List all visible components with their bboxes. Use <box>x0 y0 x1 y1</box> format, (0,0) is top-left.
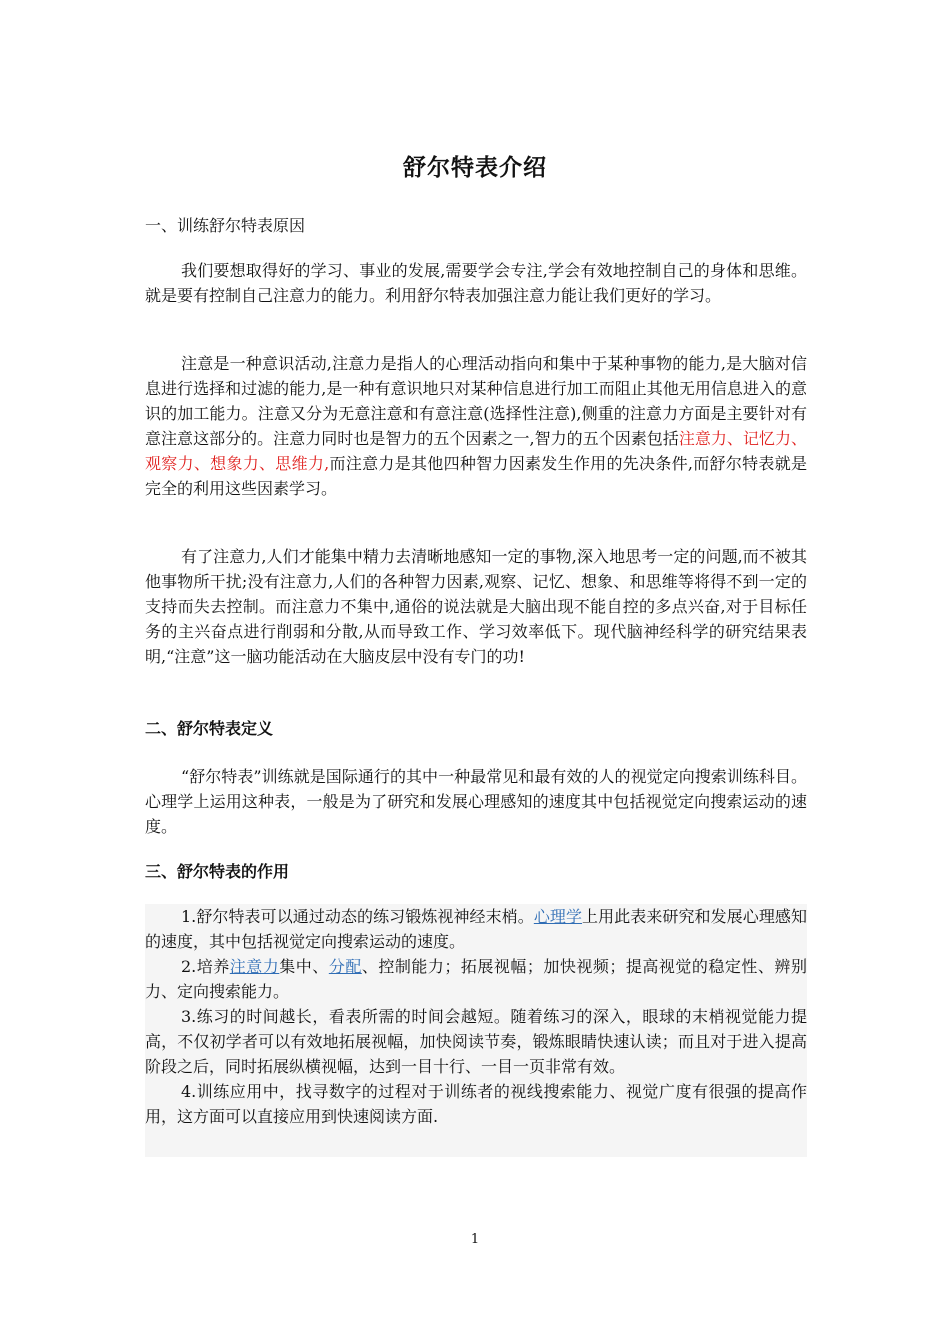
section-1-paragraph-1: 我们要想取得好的学习、事业的发展,需要学会专注,学会有效地控制自己的身体和思维。就是要有控制自己注意力的能力。利用舒尔特表加强注意力能让我们更好的学习。 <box>145 261 807 305</box>
item-1-text-after: 上用此表来研究和发展心理感知的速度，其中包括视觉定向搜索运动的速度。 <box>145 907 807 951</box>
item-2-text-mid: 集中、 <box>279 957 329 976</box>
document-title: 舒尔特表介绍 <box>403 154 547 181</box>
paragraph-2-text-after: 而注意力是其他四种智力因素发生作用的先决条件,而舒尔特表就是完全的利用这些因素学习。 <box>145 454 807 498</box>
function-item-1 <box>145 904 807 954</box>
paragraph-2-text-before: 注意是一种意识活动,注意力是指人的心理活动指向和集中于某种事物的能力,是大脑对信息进行选择和过滤的能力,是一种有意识地只对某种信息进行加工而阻止其他无用信息进入的意识的加工能力。注意又分为无意注意和有意注意(选择性注意),侧重的注意力方面是主要针对有意注意这部分的。注意力同时也是智力的五个因素之一,智力的五个因素包括 <box>145 354 807 448</box>
item-2-text-before: 2.培养 <box>181 957 230 976</box>
section-1-heading: 一、训练舒尔特表原因 <box>145 216 306 235</box>
distribution-link[interactable]: 分配 <box>328 957 362 976</box>
section-1-paragraph-3: 有了注意力,人们才能集中精力去清晰地感知一定的事物,深入地思考一定的问题,而不被其他事物所干扰;没有注意力,人们的各种智力因素,观察、记忆、想象、和思维等将得不到一定的支持而失去控制。而注意力不集中,通俗的说法就是大脑出现不能自控的多点兴奋,对于目标任务的主兴奋点进行削弱和分散,从而导致工作、学习效率低下。现代脑神经科学的研究结果表明,“注意”这一脑功能活动在大脑皮层中没有专门的功! <box>145 547 807 666</box>
function-item-3: 3.练习的时间越长，看表所需的时间会越短。随着练习的深入，眼球的末梢视觉能力提高，不仅初学者可以有效地拓展视幅，加快阅读节奏，锻炼眼睛快速认读；而且对于进入提高阶段之后，同时拓展纵横视幅，达到一目十行、一目一页非常有效。 <box>145 1007 807 1076</box>
item-1-text-before: 1.舒尔特表可以通过动态的练习锻炼视神经末梢。 <box>181 907 534 926</box>
section-3-shaded-block <box>145 904 807 1157</box>
page-number: 1 <box>470 1232 480 1247</box>
function-item-4: 4.训练应用中，找寻数字的过程对于训练者的视线搜索能力、视觉广度有很强的提高作用，这方面可以直接应用到快速阅读方面. <box>145 1082 807 1126</box>
section-2-heading: 二、舒尔特表定义 <box>145 719 274 738</box>
attention-link[interactable]: 注意力 <box>229 957 280 976</box>
function-item-2 <box>145 954 807 1004</box>
section-1-paragraph-2 <box>145 351 807 501</box>
section-2-paragraph-1: “舒尔特表”训练就是国际通行的其中一种最常见和最有效的人的视觉定向搜索训练科目。心理学上运用这种表，一般是为了研究和发展心理感知的速度其中包括视觉定向搜索运动的速度。 <box>145 767 807 836</box>
item-2-text-after: 、控制能力；拓展视幅；加快视频；提高视觉的稳定性、辨别力、定向搜索能力。 <box>145 957 807 1001</box>
intelligence-factors-highlight: 注意力、记忆力、观察力、想象力、思维力, <box>145 429 807 473</box>
psychology-link[interactable]: 心理学 <box>533 907 583 926</box>
section-3-heading: 三、舒尔特表的作用 <box>145 862 290 881</box>
